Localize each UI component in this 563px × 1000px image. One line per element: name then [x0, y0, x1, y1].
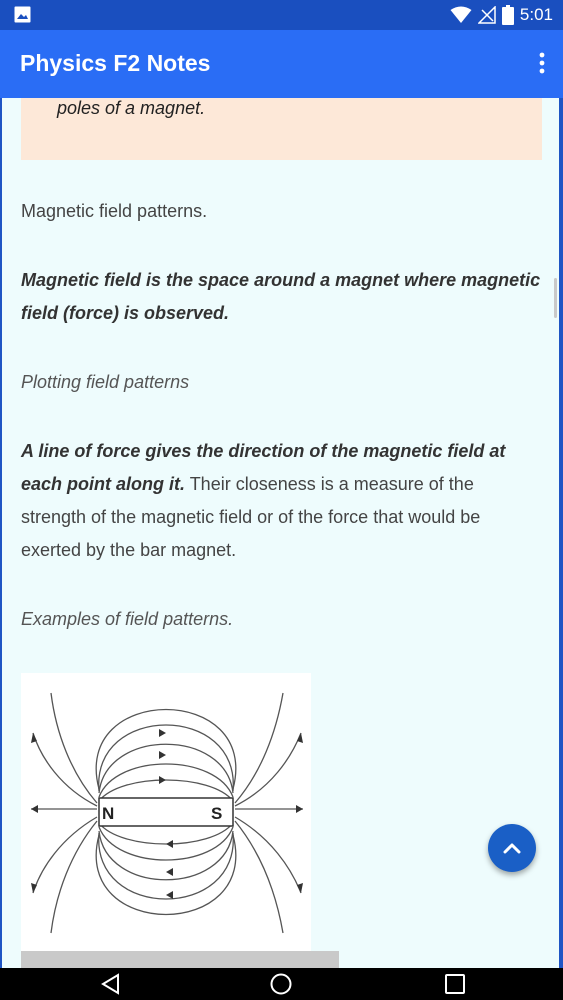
recents-icon[interactable]	[442, 972, 468, 996]
field-lines-diagram	[21, 673, 311, 953]
navigation-bar	[0, 968, 563, 1000]
heading-examples-field-patterns: Examples of field patterns.	[21, 609, 234, 629]
line-of-force-bold: A line of force gives the direction of the magnetic field at each point along it.	[21, 441, 506, 494]
status-bar	[0, 0, 563, 30]
north-pole-label: N	[102, 804, 115, 823]
quote-block	[21, 98, 542, 160]
wifi-icon	[450, 6, 472, 24]
definition-text: Magnetic field is the space around a magnet where magnetic field (force) is observed.	[21, 270, 541, 323]
scrollbar-thumb[interactable]	[554, 278, 557, 318]
app-bar	[0, 30, 563, 98]
back-icon[interactable]	[98, 972, 124, 996]
notes-content[interactable]	[2, 98, 559, 968]
app-title: Physics F2 Notes	[20, 50, 211, 76]
scroll-to-top-button[interactable]	[488, 824, 536, 872]
no-signal-icon	[478, 6, 496, 24]
heading-plotting-field-patterns: Plotting field patterns	[21, 372, 190, 392]
south-pole-label: S	[211, 804, 223, 823]
bar-magnet-field-figure	[21, 673, 311, 953]
image-notification-icon	[14, 6, 31, 23]
chevron-up-icon	[488, 824, 536, 872]
figure-caption-bar	[21, 951, 339, 968]
quote-text: poles of a magnet.	[57, 98, 206, 118]
home-icon[interactable]	[268, 972, 294, 996]
line-of-force-rest: Their closeness is a measure of the strength of the magnetic field or of the force that would be exerted by the bar magnet.	[21, 474, 481, 560]
battery-icon	[502, 5, 514, 25]
status-time: 5:01	[519, 5, 553, 24]
more-options-icon[interactable]	[535, 50, 549, 78]
heading-magnetic-field-patterns: Magnetic field patterns.	[21, 201, 208, 221]
line-of-force-paragraph	[21, 435, 541, 567]
